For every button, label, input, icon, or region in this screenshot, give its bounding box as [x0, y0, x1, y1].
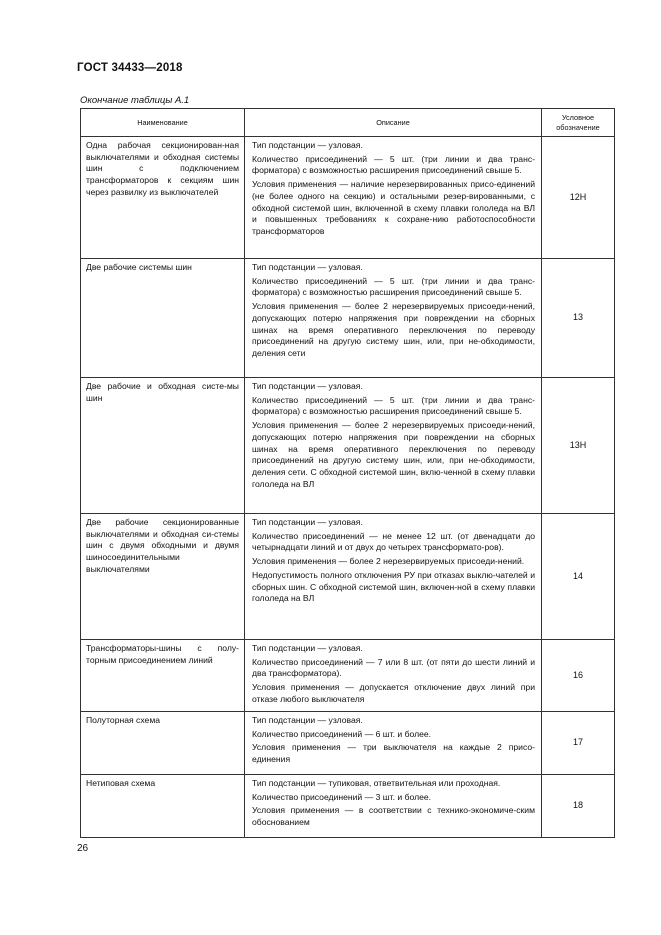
- description-line: Количество присоединений — 5 шт. (три линии и два транс-форматора) с возможностью расширения присоединений свыше 5.: [252, 153, 535, 176]
- column-header-code: Условное обозначение: [542, 109, 615, 137]
- row-description: [245, 514, 542, 640]
- description-line: Недопустимость полного отключения РУ при отказах выклю-чателей и сборных шин. С обходной системой шин, включен-ной в схему плавки гололеда на ВЛ: [252, 569, 535, 604]
- row-code: 12Н: [542, 137, 615, 259]
- description-line: Условия применения — более 2 нерезервируемых присоеди-нений, допускающих потерю напряжения при повреждении на сборных шинах на время оперативного переключения по переводу присоединений на другую систему шин, или, при не-обходимости, деления сети. С обходной системой шин, вклю-ченной в схему плавки гололеда на ВЛ: [252, 420, 535, 489]
- description-line: Условия применения — наличие нерезервированных присо-единений (не более одного на секцию) и остальными резер-вированными, с обходной системой шин, включенной в схему плавки гололеда на ВЛ и повышенных требованиях к сохране-нию работоспособности трансформаторов: [252, 179, 535, 236]
- description-line: Количество присоединений — 6 шт. и более.: [252, 728, 432, 739]
- document-header: ГОСТ 34433—2018: [77, 62, 183, 74]
- page-number: 26: [77, 843, 89, 854]
- row-description: [245, 259, 542, 378]
- description-line: Условия применения — более 2 нерезервируемых присоеди-нений, допускающих потерю напряжения при повреждении на сборных шинах на время оперативного переключения по переводу присоединений на другую систему шин, или, при не-обходимости, деления сети: [252, 301, 535, 358]
- table-caption: Окончание таблицы А.1: [80, 95, 190, 106]
- row-code: 18: [542, 775, 615, 838]
- row-name: Две рабочие и обходная систе-мы шин: [81, 378, 245, 514]
- row-code: 16: [542, 640, 615, 712]
- row-description: [245, 137, 542, 259]
- row-name: Полуторная схема: [81, 712, 245, 775]
- table-header-row: [81, 109, 615, 137]
- row-name: Две рабочие секционированные выключателями и обходная си-стемы шин с двумя обходными и двумя шиносоединительными выключателями: [81, 514, 245, 640]
- row-name: Нетиповая схема: [81, 775, 245, 838]
- row-description: [245, 378, 542, 514]
- table-row: [81, 775, 615, 838]
- description-line: Количество присоединений — 5 шт. (три линии и два транс-форматора) с возможностью расширения присоединений свыше 5.: [252, 275, 535, 298]
- description-line: Тип подстанции — узловая.: [252, 381, 363, 391]
- description-line: Условия применения — допускается отключение двух линий при отказе любого выключателя: [252, 682, 535, 704]
- description-line: Тип подстанции — узловая.: [252, 517, 363, 527]
- table-row: [81, 259, 615, 378]
- description-line: Тип подстанции — узловая.: [252, 715, 363, 725]
- description-line: Тип подстанции — узловая.: [252, 140, 363, 150]
- description-line: Количество присоединений — 5 шт. (три линии и два транс-форматора) с возможностью расширения присоединений свыше 5.: [252, 394, 535, 417]
- table-row: [81, 137, 615, 259]
- description-line: Условия применения — в соответствии с технико-экономиче-ским обоснованием: [252, 805, 535, 828]
- row-name: Две рабочие системы шин: [81, 259, 245, 378]
- description-line: Тип подстанции — тупиковая, ответвительная или проходная.: [252, 778, 501, 788]
- table-row: [81, 514, 615, 640]
- substation-schemes-table: [80, 108, 615, 838]
- description-line: Количество присоединений — 3 шт. и более.: [252, 791, 432, 802]
- description-line: Условия применения — три выключателя на каждые 2 присо-единения: [252, 742, 535, 765]
- description-line: Условия применения — более 2 нерезервируемых присоеди-нений.: [252, 556, 525, 567]
- description-line: Количество присоединений — не менее 12 шт. (от двенадцати до четырнадцати линий и от двух до четырех трансформато-ров).: [252, 530, 535, 553]
- column-header-description: Описание: [245, 109, 542, 137]
- table-row: [81, 378, 615, 514]
- row-description: [245, 640, 542, 712]
- row-name: Одна рабочая секционирован-ная выключателями и обходная системы шин с подключением трансформаторов к секциям шин через развилку из выключателей: [81, 137, 245, 259]
- row-code: 13Н: [542, 378, 615, 514]
- row-description: [245, 712, 542, 775]
- description-line: Тип подстанции — узловая.: [252, 262, 363, 272]
- description-line: Количество присоединений — 7 или 8 шт. (от пяти до шести линий и два трансформатора).: [252, 656, 535, 679]
- row-code: 13: [542, 259, 615, 378]
- column-header-name: Наименование: [81, 109, 245, 137]
- row-description: [245, 775, 542, 838]
- table-row: [81, 712, 615, 775]
- table-row: [81, 640, 615, 712]
- description-line: Тип подстанции — узловая.: [252, 643, 363, 653]
- row-code: 14: [542, 514, 615, 640]
- row-name: Трансформаторы-шины с полу-торным присоединением линий: [81, 640, 245, 712]
- row-code: 17: [542, 712, 615, 775]
